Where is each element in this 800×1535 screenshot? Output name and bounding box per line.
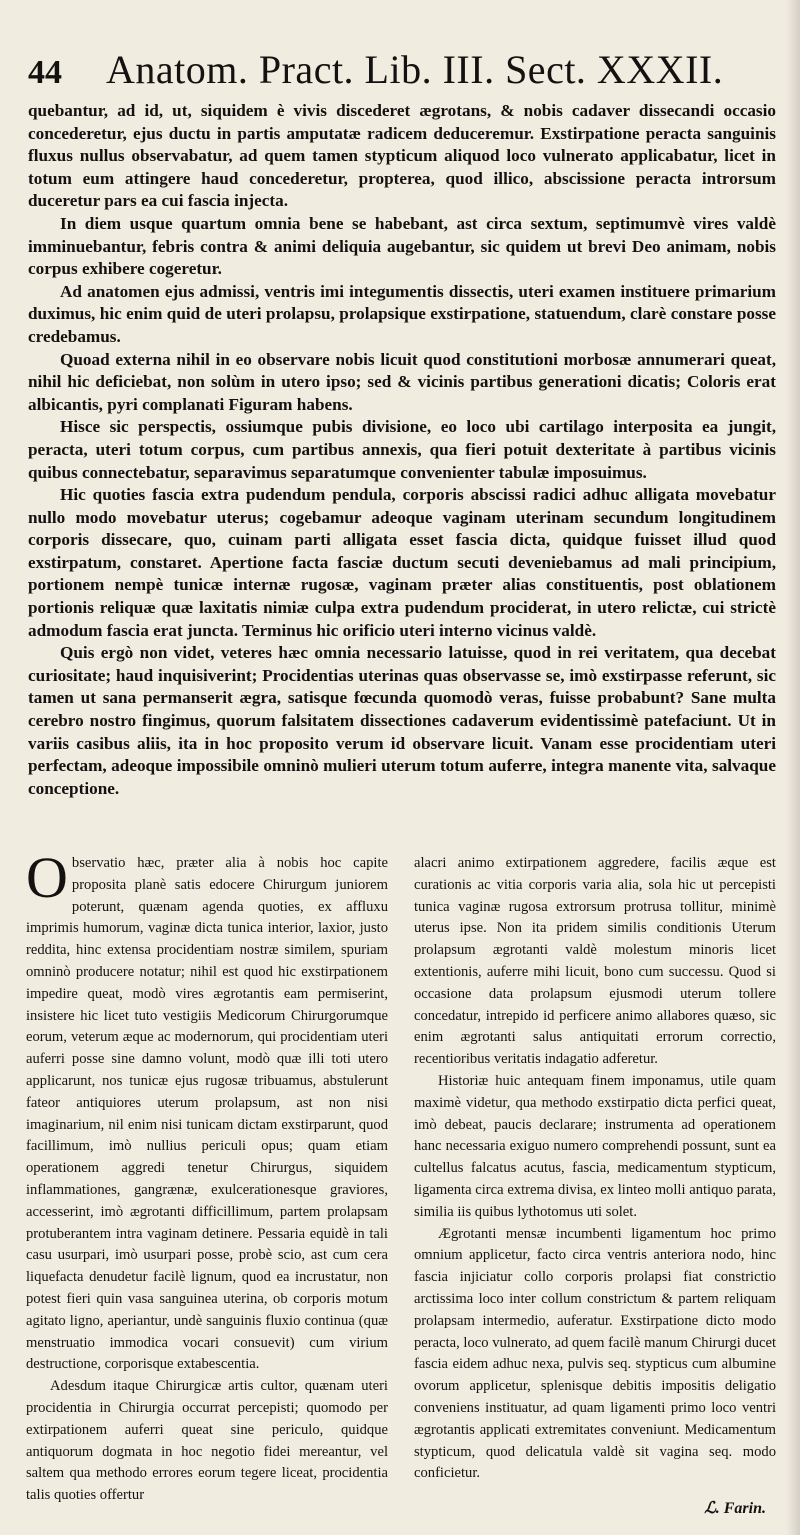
catchword: ℒ. Farin.: [704, 1500, 766, 1517]
commentary-left-column: [26, 845, 388, 1504]
commentary-paragraph: Ægrotanti mensæ incumbenti ligamentum hoc primo omnium applicetur, facto circa ventris anteriora nodo, hinc fascia injiciatur collo corporis prolapsi fiat constrictio arctissima loco inter collum constrictum & partem reliquam prolapsam intermedio, auferatur. Exstirpatione dicto modo peracta, loco vulnerato, ad quem facilè manum Chirurgi ducet fascia eidem adhuc nexa, pulvis seq. stypticus cum albumine ovorum applicetur, splenisque debitis impositis deligatio conveniens instituatur, ad quam ligamenti primo loco ventri ægrotantis applicati extremitates conveniunt. Medicamentum stypticum, quod delicatula valdè sit vagina seq. modo conficietur.: [414, 1225, 777, 1482]
observation-paragraph: Hisce sic perspectis, ossiumque pubis divisione, eo loco ubi cartilago interposita ea jungit, peracta, uteri totum corpus, cum partibus annexis, qua fieri potuit dexteritate à partibus vicinis quibus connectebatur, separavimus separatumque convenienter tabulæ imposuimus.: [28, 417, 776, 482]
commentary-right-column: [414, 853, 776, 1488]
gutter-shadow: [786, 0, 800, 1535]
running-title: Anatom. Pract. Lib. III. Sect. XXXII.: [106, 47, 724, 92]
observation-paragraph: Quoad externa nihil in eo observare nobis licuit quod constitutioni morbosæ annumerari queat, nihil hic deficiebat, non solùm in utero ipso; sed & vicinis partibus generationi dicatis; Coloris erat albicantis, pyri complanati Figuram habens.: [28, 349, 776, 414]
observation-text: [28, 100, 776, 800]
observation-paragraph: In diem usque quartum omnia bene se habebant, ast circa sextum, septimumvè vires valdè imminuebantur, febris contra & animi deliquia augebantur, sic quidem ut brevi Deo animam, nobis corpus exhibere cogeretur.: [28, 213, 776, 279]
page-header: [28, 46, 748, 106]
commentary-paragraph: Historiæ huic antequam finem imponamus, utile quam maximè videtur, qua methodo exstirpatio dicta perfici queat, imò debeat, paucis declarare; instrumenta ad operationem hanc necessaria exiguo numero comprehendi possunt, sunt ea cultellus falcatus acutus, fascia, medicamentum stypticum, ligamenta circa extrema divisa, ex linteo molli antiquo parata, similia iis quibus lythotomus uti solet.: [414, 1072, 776, 1220]
commentary-paragraph: alacri animo extirpationem aggredere, facilis æque est curationis ac vitia corporis varia alia, sola hic ut percepisti tunica vaginæ rugosa extrorsum protrusa tollitur, minimè uterus ipse. Non ita pridem similis conditionis Uterum prolapsum ægrotanti valdè molestum minoris licet extentionis, auferre mihi licuit, bono cum successu. Quod si occasione data prolapsum ejusmodi uterum tollere concedatur, intrepido id perficere animo allabores quæso, sic enim ægrotanti salus antiquitati errorum correctio, recentioribus veritatis indagatio adferetur.: [414, 855, 776, 1068]
commentary-paragraph: [26, 845, 388, 1376]
observation-paragraph: quebantur, ad id, ut, siquidem è vivis discederet ægrotans, & nobis cadaver dissecandi occasio concederetur, ejus ductu in partis amputatæ radicem deduceremur. Exstirpatione peracta sanguinis fluxus nullus observabatur, ad quem tamen stypticum aliquod loco vulnerato applicabatur, licet in totum eum attingere haud concederetur, propterea, quod illico, abscissione peracta introrsum duceretur pars ea cui fascia injecta.: [28, 101, 776, 211]
observation-paragraph: Hic quoties fascia extra pudendum pendula, corporis abscissi radici adhuc alligata movebatur nullo modo movebatur uterus; cogebamur adeoque vaginam uterinam secundum longitudinem corporis dissecare, quo, cuinam parti alligata esset fascia dicta, quidque fuisset illud quod exstirpatum, constaret. Apertione facta fasciæ ductum secuti deveniebamus ad mali principium, portionem nempè tunicæ internæ rugosæ, vaginam præter alias constituentis, post oblationem portionis reliquæ quæ laxitatis nimiæ culpa extra pudendum prociderat, in utero relictæ, cui strictè admodum fascia erat juncta. Terminus hic orificio uteri interno vicinus valdè.: [28, 485, 776, 640]
commentary-paragraph-text: bservatio hæc, præter alia à nobis hoc capite proposita planè satis edocere Chirurgum juniorem poterunt, quænam agenda quoties, ex affluxu imprimis humorum, vaginæ dicta tunica interior, laxior, justo reddita, hinc extensa procidentiam nostræ similem, spuriam omninò producere notatur; nihil est quod hic exstirpationem impedire queat, modò vires ægrotantis eam permiserint, insistere hic licet tuto vestigiis Medicorum Chirurgorumque eorum, veterum æque ac modernorum, qui procidentiam uteri auferri posse sine damno volunt, modò quæ illi toti utero applicarunt, nos tunicæ ejus rugosæ tribuamus, abstulerunt fateor antiquiores uterum prolapsum, ast non nisi imaginarium, nil enim nisi tunicam dictam exstirparunt, quod facillimum, imò nullius periculi opus; quam etiam operationem aggredi tenetur Chirurgus, siquidem inflammationes, gangrænæ, exulcerationesque graviores, accesserint, imò ægrotanti difficillimum, partem prolapsam protuberantem intra vaginam detinere. Pessaria equidè in tali casu usurpari, imò usurpari posse, probè scio, ast cum cera liquefacta denudetur facilè lignum, quod ea incrustatur, non potest fieri quin vasa sanguinea uterina, ob corporis motum agitato ligno, aperiantur, undè sanguinis fluxio continua (quæ menstruatio immodica vocari consuevit) cum virium destructione, corporisque extabescentia.: [26, 855, 388, 1373]
observation-paragraph: Quis ergò non videt, veteres hæc omnia necessario latuisse, quod in rei veritatem, qua decebat curiositate; haud inquisiverint; Procidentias uterinas quas observasse se, imò exstirpasse referunt, sic tamen ut sana permanserit ægra, satisque fœcunda quomodò veras, fuisse probabunt? Sane multa cerebro nostro fingimus, quorum falsitatem dissectiones cadaverum evidentissimè patefaciunt. Ut in variis casibus aliis, ita in hoc proposito verum id observare licuit. Vanam esse procidentiam uteri perfectam, adeoque impossibile omninò mulieri uterum totum auferre, integra manente vita, salvaque conceptione.: [28, 643, 776, 798]
page-number: 44: [28, 54, 62, 91]
drop-cap: O: [26, 845, 68, 910]
commentary-paragraph: Adesdum itaque Chirurgicæ artis cultor, quænam uteri procidentia in Chirurgia occurrat percepisti; quomodo per extirpationem auferri queat sine periculo, quidque antiquorum dogmata in hoc negotio fidei mereantur, vel saltem qua methodo errores eorum tegere liceat, procidentia talis quoties offertur: [26, 1378, 388, 1504]
observation-paragraph: Ad anatomen ejus admissi, ventris imi integumentis dissectis, uteri examen instituere primarium duximus, hic enim quid de uteri prolapsu, prolapsique exstirpatione, statuendum, clarè constare posse credebamus.: [28, 281, 776, 346]
commentary-columns: [26, 845, 777, 1504]
